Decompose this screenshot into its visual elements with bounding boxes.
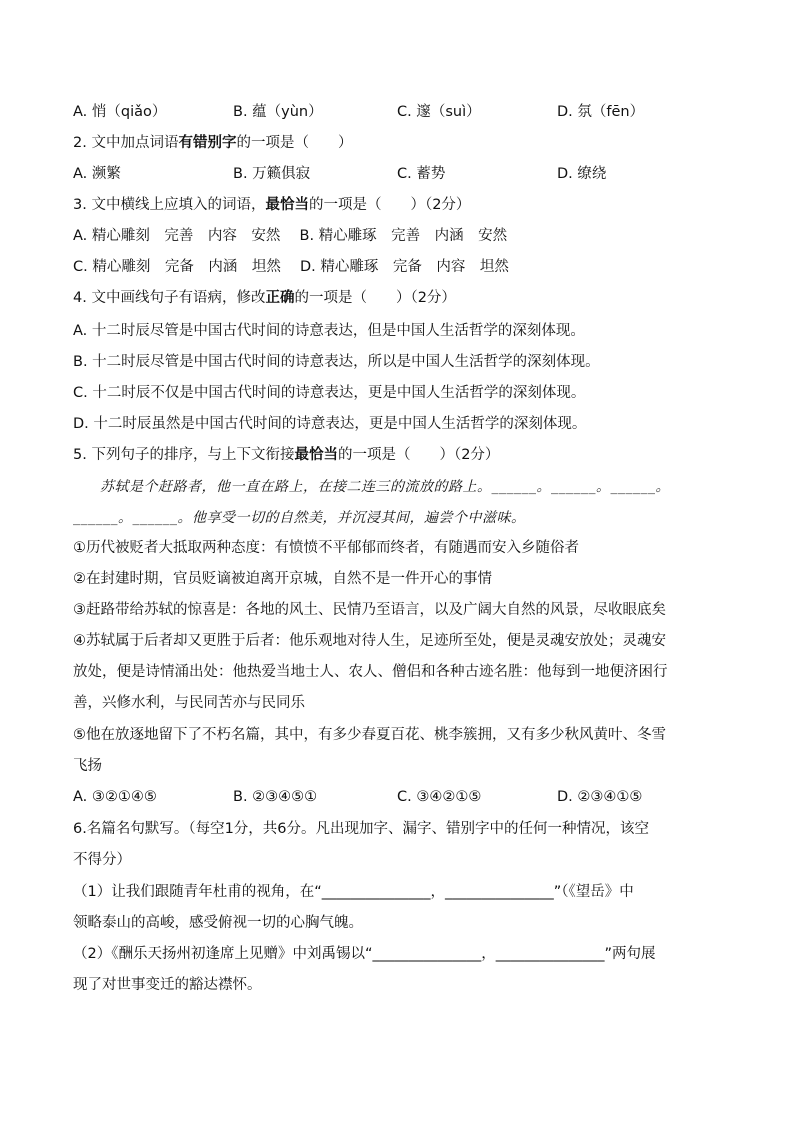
q4-post: 的一项是（ ）（2分）	[294, 290, 456, 306]
q5-option-c: C. ③④②①⑤	[397, 789, 482, 805]
q3-options-row-1: A. 精心雕刻 完善 内容 安然 B. 精心雕琢 完善 内涵 安然	[73, 228, 508, 244]
q1-option-b: B. 蕴（yùn）	[233, 104, 323, 120]
q5-sentence-4-line-1: ④苏轼属于后者却又更胜于后者：他乐观地对待人生，足迹所至处，便是灵魂安放处；灵魂安	[73, 633, 666, 649]
q2-option-d: D. 缭绕	[557, 166, 607, 182]
q5-sentence-1: ①历代被贬者大抵取两种态度：有愤愤不平郁郁而终者，有随遇而安入乡随俗者	[73, 540, 579, 556]
q4-question	[73, 288, 456, 308]
q2-pre: 2. 文中加点词语	[73, 135, 179, 151]
q5-option-b: B. ②③④⑤①	[233, 789, 318, 805]
q5-question	[73, 445, 499, 465]
q5-option-a: A. ③②①④⑤	[73, 789, 157, 805]
q3-options-row-2: C. 精心雕刻 完备 内涵 坦然 D. 精心雕琢 完备 内容 坦然	[73, 259, 509, 275]
q6-part1-line-1: （1）让我们跟随青年杜甫的视角，在“_______________，_______________”（《望岳》中	[73, 884, 634, 900]
q3-emphasis: 最恰当	[265, 197, 309, 213]
q5-option-d: D. ②③④①⑤	[557, 789, 643, 805]
q3-pre: 3. 文中横线上应填入的词语，	[73, 197, 266, 213]
q5-sentence-5-line-1: ⑤他在放逐地留下了不朽名篇，其中，有多少春夏百花、桃李簇拥，又有多少秋风黄叶、冬雪	[73, 727, 666, 743]
q4-pre: 4. 文中画线句子有语病，修改	[73, 290, 266, 306]
q5-emphasis: 最恰当	[294, 447, 338, 463]
q2-post: 的一项是（ ）	[236, 135, 353, 151]
q5-post: 的一项是（ ）（2分）	[337, 447, 500, 463]
q3-question	[73, 195, 470, 215]
q4-option-b: B. 十二时辰尽管是中国古代时间的诗意表达，所以是中国人生活哲学的深刻体现。	[73, 354, 600, 370]
q5-passage-line-1: 苏轼是个赶路者，他一直在路上，在接二连三的流放的路上。______。______。______。	[100, 479, 670, 495]
q2-option-b: B. 万籁俱寂	[233, 166, 311, 182]
q5-sentence-4-line-3: 善，兴修水利，与民同苦亦与民同乐	[73, 695, 305, 711]
q4-option-d: D. 十二时辰虽然是中国古代时间的诗意表达，更是中国人生活哲学的深刻体现。	[73, 416, 587, 432]
q5-passage-line-2: ______。______。他享受一切的自然美，并沉浸其间，遍尝个中滋味。	[73, 510, 526, 526]
q5-sentence-3: ③赶路带给苏轼的惊喜是：各地的风土、民情乃至语言，以及广阔大自然的风景，尽收眼底矣	[73, 602, 666, 618]
q3-post: 的一项是（ ）（2分）	[308, 197, 471, 213]
q6-title-line-2: 不得分）	[73, 852, 131, 868]
q5-sentence-5-line-2: 飞扬	[73, 758, 102, 774]
q5-pre: 5. 下列句子的排序，与上下文衔接	[73, 447, 295, 463]
q2-option-a: A. 濒繁	[73, 166, 121, 182]
q4-option-a: A. 十二时辰尽管是中国古代时间的诗意表达，但是中国人生活哲学的深刻体现。	[73, 323, 585, 339]
q2-emphasis: 有错别字	[178, 135, 237, 151]
q6-part2-line-2: 现了对世事变迁的豁达襟怀。	[73, 977, 262, 993]
q1-option-d: D. 氛（fēn）	[557, 104, 645, 120]
q6-title-line-1: 6.名篇名句默写。（每空1分，共6分。凡出现加字、漏字、错别字中的任何一种情况，该空	[73, 821, 650, 837]
q4-emphasis: 正确	[265, 290, 295, 306]
q2-question	[73, 133, 352, 153]
q1-option-c: C. 邃（suì）	[397, 104, 481, 120]
q6-part1-line-2: 领略泰山的高峻，感受俯视一切的心胸气魄。	[73, 915, 363, 931]
q1-option-a: A. 悄（qiǎo）	[73, 104, 167, 120]
q4-option-c: C. 十二时辰不仅是中国古代时间的诗意表达，更是中国人生活哲学的深刻体现。	[73, 385, 586, 401]
q5-sentence-2: ②在封建时期，官员贬谪被迫离开京城，自然不是一件开心的事情	[73, 571, 492, 587]
q2-option-c: C. 蓄势	[397, 166, 446, 182]
q6-part2-line-1: （2）《酬乐天扬州初逢席上见赠》中刘禹锡以“_______________，_______________”两句展	[73, 946, 656, 962]
q5-sentence-4-line-2: 放处，便是诗情涌出处：他热爱当地士人、农人、僧侣和各种古迹名胜：他每到一地便济困行	[73, 664, 668, 680]
